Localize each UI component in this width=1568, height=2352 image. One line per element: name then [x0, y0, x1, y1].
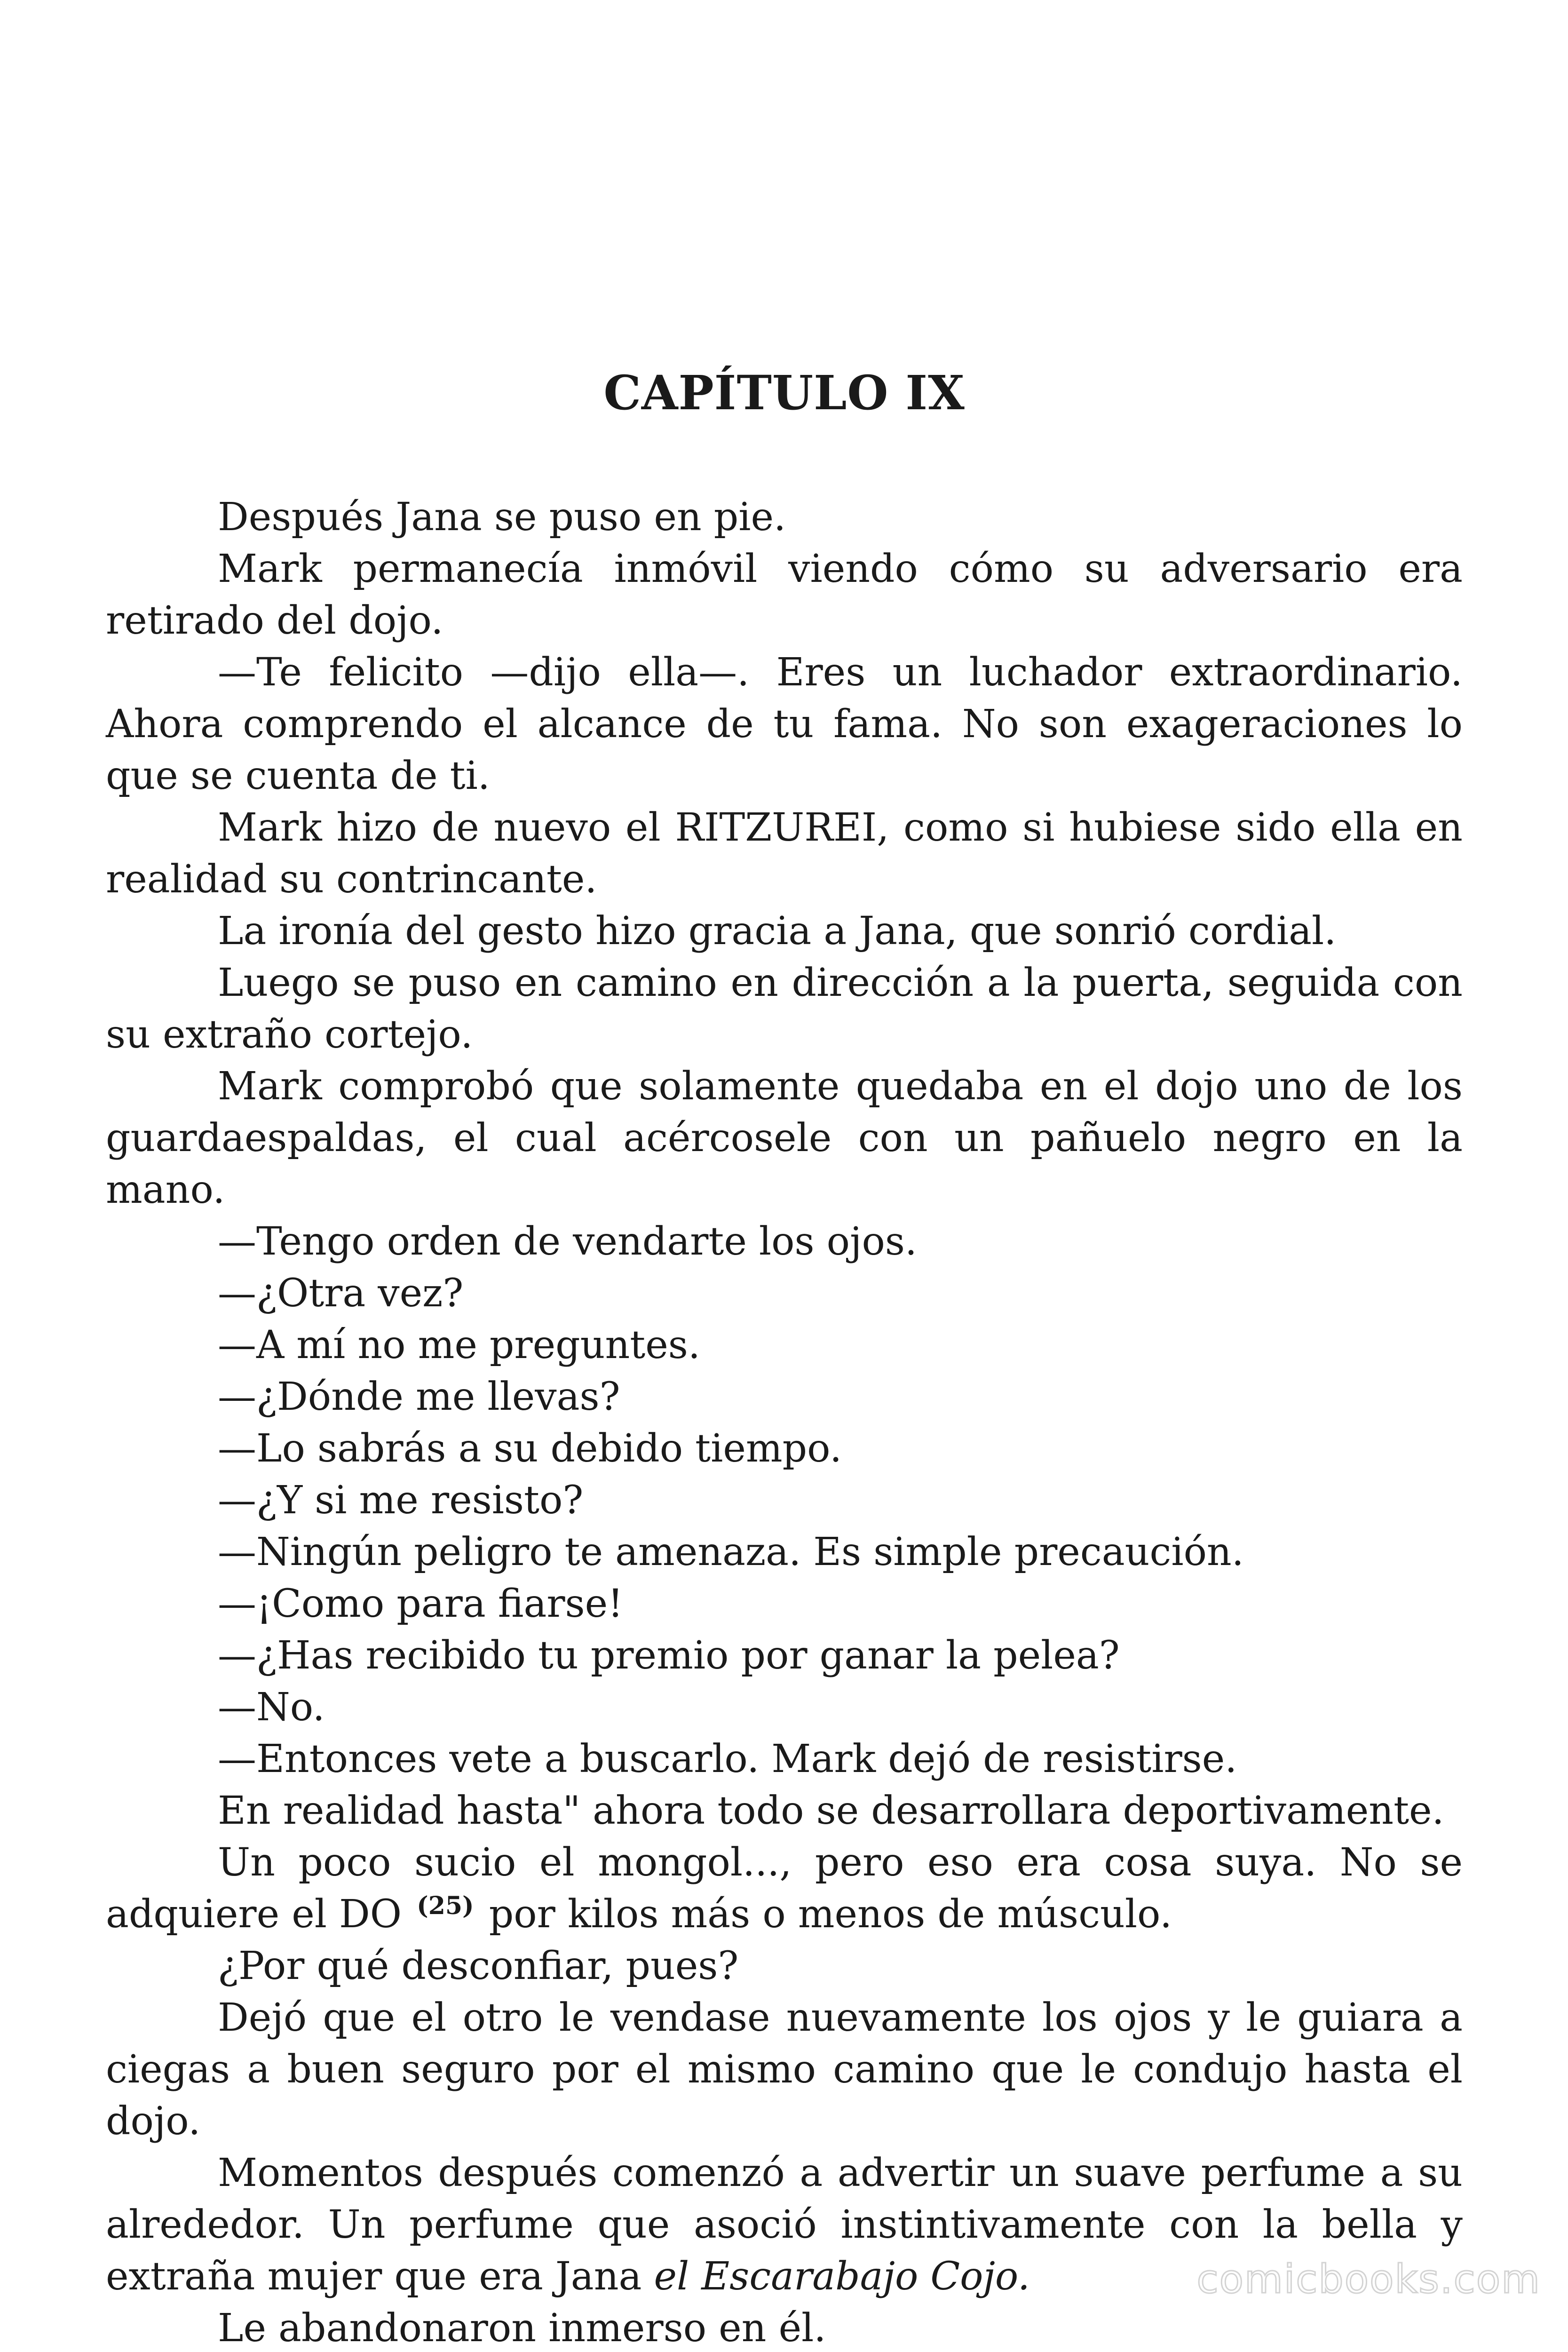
- paragraph-text: Un poco sucio el mongol..., pero eso era cosa suya. No se adquiere el DO: [106, 1840, 1463, 1937]
- dialogue-line: —¿Has recibido tu premio por ganar la pelea?: [218, 1633, 1120, 1678]
- paragraph: ¿Por qué desconfiar, pues?: [218, 1944, 739, 1988]
- dialogue-line: —A mí no me preguntes.: [218, 1323, 700, 1367]
- chapter-title: CAPÍTULO IX: [603, 365, 965, 421]
- footnote-marker[interactable]: (25): [417, 1891, 474, 1920]
- paragraph-with-footnote: [106, 1837, 1463, 1940]
- paragraph: La ironía del gesto hizo gracia a Jana, que sonrió cordial.: [218, 909, 1337, 954]
- paragraph: Mark hizo de nuevo el RITZUREI, como si hubiese sido ella en realidad su contrincante.: [106, 805, 1463, 902]
- paragraph: Luego se puso en camino en dirección a la puerta, seguida con su extraño cortejo.: [106, 961, 1463, 1057]
- dialogue-line: —Ningún peligro te amenaza. Es simple precaución.: [218, 1530, 1244, 1574]
- paragraph: Le abandonaron inmerso en él.: [218, 2306, 826, 2351]
- paragraph: —Te felicito —dijo ella—. Eres un luchador extraordinario. Ahora comprendo el alcance de tu fama. No son exageraciones lo que se cuenta de ti.: [106, 650, 1463, 798]
- paragraph: En realidad hasta" ahora todo se desarrollara deportivamente.: [218, 1788, 1444, 1833]
- dialogue-line: —Entonces vete a buscarlo. Mark dejó de resistirse.: [218, 1737, 1237, 1781]
- paragraph: Después Jana se puso en pie.: [218, 495, 786, 540]
- paragraph-text: Momentos después comenzó a advertir un suave perfume a su alrededor. Un perfume que asoció instintivamente con la bella y extraña mujer que era Jana: [106, 2151, 1463, 2299]
- dialogue-line: —No.: [218, 1685, 325, 1730]
- paragraph: Mark permanecía inmóvil viendo cómo su adversario era retirado del dojo.: [106, 547, 1463, 643]
- chapter-body: [106, 492, 1463, 2352]
- watermark: comicbooks.com: [1196, 2256, 1541, 2302]
- book-page: [106, 0, 1463, 2352]
- dialogue-line: —Tengo orden de vendarte los ojos.: [218, 1219, 917, 1264]
- dialogue-line: —¿Dónde me llevas?: [218, 1375, 620, 1419]
- paragraph: Dejó que el otro le vendase nuevamente los ojos y le guiara a ciegas a buen seguro por el mismo camino que le condujo hasta el dojo.: [106, 1995, 1463, 2144]
- dialogue-line: —¿Y si me resisto?: [218, 1478, 584, 1523]
- dialogue-line: —¡Como para fiarse!: [218, 1581, 624, 1626]
- paragraph: Mark comprobó que solamente quedaba en el dojo uno de los guardaespaldas, el cual acércosele con un pañuelo negro en la mano.: [106, 1064, 1463, 1212]
- dialogue-line: —¿Otra vez?: [218, 1271, 464, 1316]
- italic-text: el Escarabajo Cojo.: [654, 2254, 1030, 2299]
- dialogue-line: —Lo sabrás a su debido tiempo.: [218, 1426, 842, 1471]
- paragraph-text: por kilos más o menos de músculo.: [489, 1892, 1172, 1937]
